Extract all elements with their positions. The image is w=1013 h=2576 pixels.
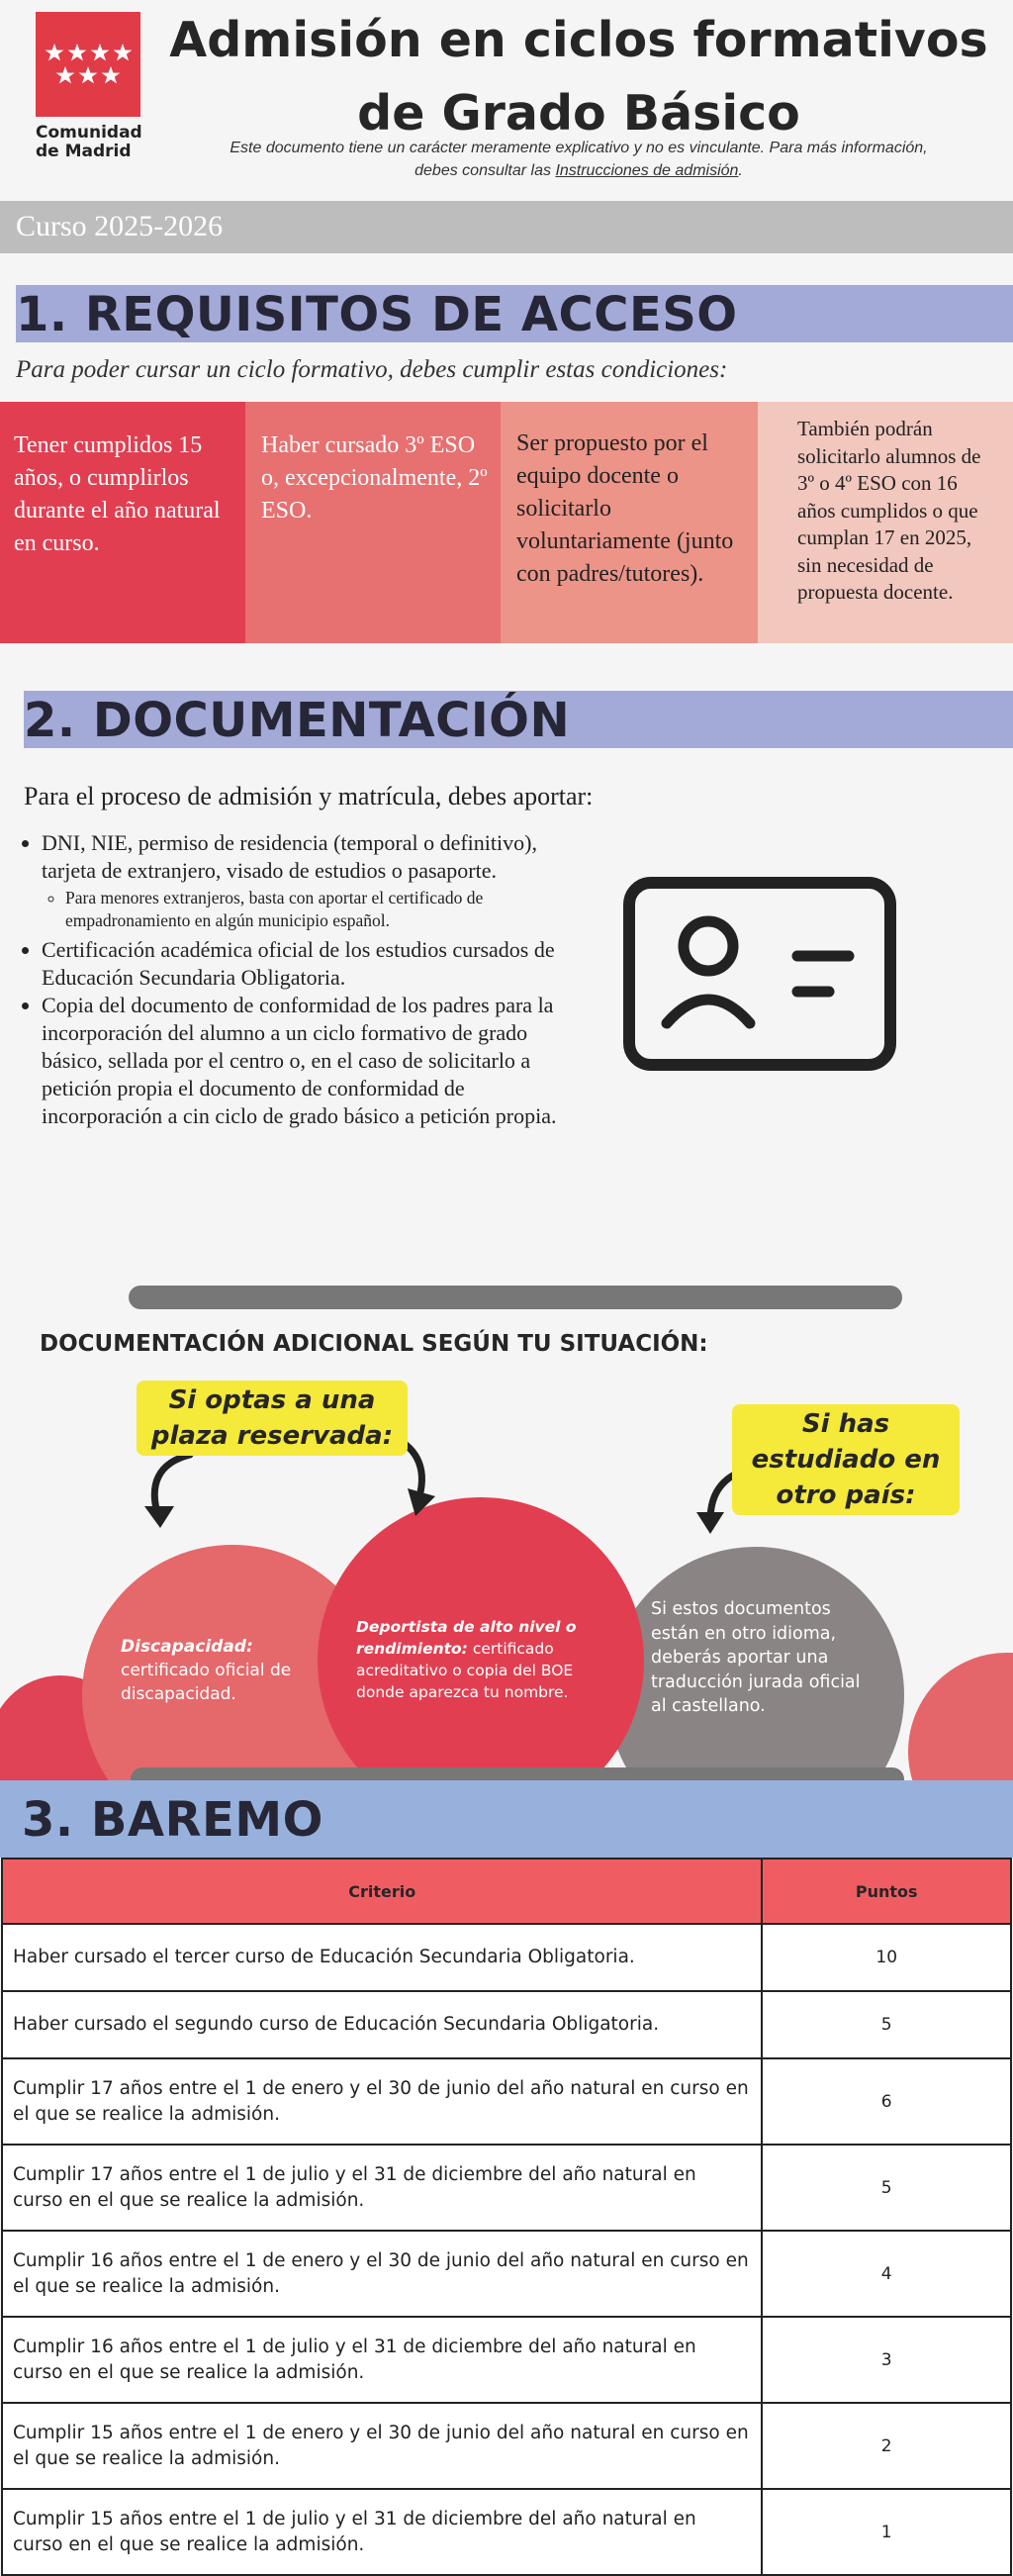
section-documentacion-header	[24, 691, 1013, 748]
sub-list	[42, 887, 566, 932]
section-documentacion-title: 2. DOCUMENTACIÓN	[24, 693, 571, 748]
list-item: • Certificación académica oficial de los estudios cursados de Educación Secundaria Obligatoria.	[42, 936, 566, 992]
table-row	[2, 1924, 1011, 1991]
bubble-disability-label: Discapacidad:	[121, 1637, 253, 1657]
bubble-disability-body: certificado oficial de discapacidad.	[121, 1661, 292, 1704]
comunidad-de-madrid-logo	[36, 12, 144, 161]
documentacion-adicional-title: DOCUMENTACIÓN ADICIONAL SEGÚN TU SITUACIÓN:	[40, 1331, 708, 1357]
list-item: • Copia del documento de conformidad de los padres para la incorporación del alumno a un ciclo formativo de grado básico, sellada por el centro o, en el caso de solicitarlo a petición propia el documento de conformidad de incorporación a cin ciclo de grado básico a petición propia.	[42, 992, 566, 1130]
puntos-cell: 10	[762, 1924, 1011, 1991]
requisitos-intro: Para poder cursar un ciclo formativo, debes cumplir estas condiciones:	[16, 356, 728, 383]
callout-abroad: Si has estudiado en otro país:	[732, 1404, 960, 1515]
table-row	[2, 1991, 1011, 2058]
table-header-row	[2, 1859, 1011, 1924]
criterio-cell: Cumplir 17 años entre el 1 de enero y el 30 de junio del año natural en curso en el que se realice la admisión.	[2, 2058, 762, 2145]
puntos-cell: 4	[762, 2231, 1011, 2317]
table-row	[2, 2403, 1011, 2489]
criterio-cell: Haber cursado el tercer curso de Educación Secundaria Obligatoria.	[2, 1924, 762, 1991]
subtitle-line2: debes consultar las	[414, 162, 556, 179]
bubble-athlete-label: Deportista de alto nivel o rendimiento:	[356, 1618, 577, 1658]
section-requisitos-title: 1. REQUISITOS DE ACCESO	[16, 287, 738, 342]
section-requisitos-header	[16, 285, 1013, 342]
bubble-athlete-text	[356, 1616, 584, 1703]
page-subtitle	[168, 137, 989, 182]
page-title: Admisión en ciclos formativos de Grado Básico	[169, 12, 988, 142]
course-bar	[0, 201, 1013, 253]
puntos-cell: 2	[762, 2403, 1011, 2489]
callout-reserved: Si optas a una plaza reservada:	[137, 1381, 408, 1456]
puntos-cell: 3	[762, 2317, 1011, 2403]
instructions-link[interactable]: Instrucciones de admisión	[555, 162, 739, 179]
criterio-cell: Cumplir 15 años entre el 1 de enero y el 30 de junio del año natural en curso en el que se realice la admisión.	[2, 2403, 762, 2489]
criterio-cell: Cumplir 16 años entre el 1 de enero y el 30 de junio del año natural en curso en el que se realice la admisión.	[2, 2231, 762, 2317]
flag-stars-icon	[36, 12, 140, 117]
bubble-disability-text	[121, 1635, 319, 1706]
table-row	[2, 2489, 1011, 2575]
documentacion-list	[18, 829, 566, 1130]
course-label: Curso 2025-2026	[16, 210, 224, 242]
decor-circle-right	[908, 1653, 1013, 1781]
column-header-puntos: Puntos	[762, 1859, 1011, 1924]
requisito-text: También podrán solicitarlo alumnos de 3º o 4º ESO con 16 años cumplidos o que cumplan 17 en 2025, sin necesidad de propuesta docente.	[797, 417, 981, 604]
list-item	[42, 829, 566, 932]
requisito-text: Haber cursado 3º ESO o, excepcionalmente, 2º ESO.	[261, 432, 488, 524]
table-row	[2, 2145, 1011, 2231]
criterio-cell: Haber cursado el segundo curso de Educación Secundaria Obligatoria.	[2, 1991, 762, 2058]
table-row	[2, 2231, 1011, 2317]
requisito-text: Ser propuesto por el equipo docente o solicitarlo voluntariamente (junto con padres/tutores).	[516, 430, 734, 587]
section-baremo-title: 3. BAREMO	[22, 1792, 323, 1848]
requisito-card-propuesta	[501, 402, 758, 643]
baremo-table	[1, 1858, 1012, 2576]
criterio-cell: Cumplir 15 años entre el 1 de julio y el 31 de diciembre del año natural en curso en el que se realice la admisión.	[2, 2489, 762, 2575]
criterio-cell: Cumplir 16 años entre el 1 de julio y el 31 de diciembre del año natural en curso en el que se realice la admisión.	[2, 2317, 762, 2403]
puntos-cell: 1	[762, 2489, 1011, 2575]
documentacion-intro: Para el proceso de admisión y matrícula, debes aportar:	[24, 782, 594, 811]
list-item-text: DNI, NIE, permiso de residencia (temporal o definitivo), tarjeta de extranjero, visado de estudios o pasaporte.	[42, 830, 537, 883]
sub-list-item: ◦ Para menores extranjeros, basta con aportar el certificado de empadronamiento en algún municipio español.	[65, 887, 566, 932]
requisito-text: Tener cumplidos 15 años, o cumplirlos durante el año natural en curso.	[14, 432, 221, 556]
puntos-cell: 5	[762, 1991, 1011, 2058]
table-row	[2, 2058, 1011, 2145]
puntos-cell: 6	[762, 2058, 1011, 2145]
subtitle-line1: Este documento tiene un carácter meramente explicativo y no es vinculante. Para más información,	[230, 140, 928, 156]
id-card-icon	[623, 877, 896, 1071]
puntos-cell: 5	[762, 2145, 1011, 2231]
table-row	[2, 2317, 1011, 2403]
subtitle-end: .	[738, 162, 743, 179]
bubble-abroad-text: Si estos documentos están en otro idioma, deberás aportar una traducción jurada oficial al castellano.	[651, 1599, 861, 1716]
divider-bar	[129, 1286, 902, 1309]
requisito-card-edad	[0, 402, 245, 643]
bubble-athlete-body: certificado acreditativo o copia del BOE donde aparezca tu nombre.	[356, 1640, 574, 1701]
criterio-cell: Cumplir 17 años entre el 1 de julio y el 31 de diciembre del año natural en curso en el que se realice la admisión.	[2, 2145, 762, 2231]
requisito-card-eso	[245, 402, 501, 643]
column-header-criterio: Criterio	[2, 1859, 762, 1924]
logo-text: Comunidad de Madrid	[36, 123, 142, 161]
requisito-card-otros	[758, 402, 1013, 643]
